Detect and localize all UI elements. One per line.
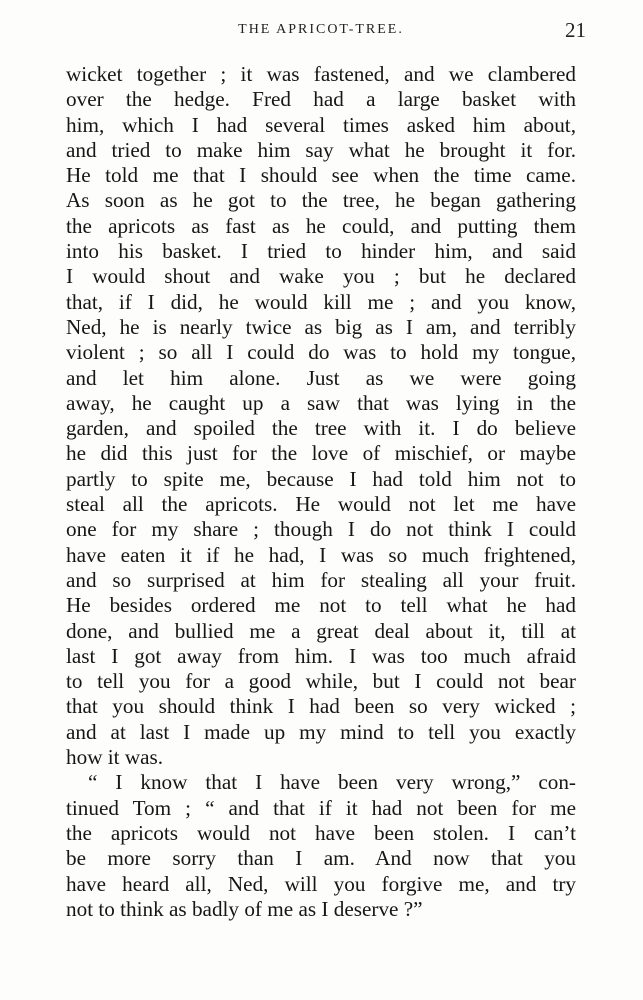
text-line: have eaten it if he had, I was so much frightened,	[66, 542, 576, 567]
text-line: be more sorry than I am. And now that you	[66, 846, 576, 871]
text-line: Ned, he is nearly twice as big as I am, and terribly	[66, 314, 576, 339]
text-line: have heard all, Ned, will you forgive me, and try	[66, 871, 576, 896]
text-line: He told me that I should see when the time came.	[66, 163, 576, 188]
paragraph-end-line: how it was.	[66, 745, 164, 770]
text-line: wicket together ; it was fastened, and we clambered	[66, 62, 576, 86]
text-line: and tried to make him say what he brought it for.	[66, 137, 576, 162]
text-line: tinued Tom ; “ and that if it had not been for me	[66, 795, 576, 820]
text-line: I would shout and wake you ; but he declared	[66, 264, 576, 289]
text-line: that, if I did, he would kill me ; and you know,	[66, 289, 576, 314]
running-title: THE APRICOT-TREE.	[238, 22, 404, 37]
page-number: 21	[565, 18, 586, 42]
text-line: violent ; so all I could do was to hold my tongue,	[66, 340, 576, 365]
text-line: that you should think I had been so very wicked ;	[66, 694, 576, 719]
text-line: into his basket. I tried to hinder him, and said	[66, 239, 576, 264]
text-line: away, he caught up a saw that was lying in the	[66, 390, 576, 415]
text-line: garden, and spoiled the tree with it. I do believe	[66, 416, 576, 441]
body-text	[66, 62, 576, 922]
running-head	[66, 18, 586, 44]
text-line: to tell you for a good while, but I could not bear	[66, 669, 576, 694]
text-line: partly to spite me, because I had told him not to	[66, 466, 576, 491]
text-line: and let him alone. Just as we were going	[66, 365, 576, 390]
text-line: He besides ordered me not to tell what he had	[66, 593, 576, 618]
text-line: done, and bullied me a great deal about it, till at	[66, 618, 576, 643]
text-line: the apricots would not have been stolen. I can’t	[66, 820, 576, 845]
text-line: him, which I had several times asked him about,	[66, 112, 576, 137]
text-line: steal all the apricots. He would not let me have	[66, 492, 576, 517]
text-line: and so surprised at him for stealing all your fruit.	[66, 567, 576, 592]
text-line: over the hedge. Fred had a large basket with	[66, 87, 576, 112]
text-line: he did this just for the love of mischief, or maybe	[66, 441, 576, 466]
text-line: one for my share ; though I do not think I could	[66, 517, 576, 542]
text-line: and at last I made up my mind to tell you exactly	[66, 719, 576, 744]
paragraph-end-line: not to think as badly of me as I deserve ?”	[66, 896, 423, 921]
paragraph-start-line: “ I know that I have been very wrong,” con-	[88, 770, 576, 795]
text-line: As soon as he got to the tree, he began gathering	[66, 188, 576, 213]
text-line: last I got away from him. I was too much afraid	[66, 643, 576, 668]
text-line: the apricots as fast as he could, and putting them	[66, 213, 576, 238]
